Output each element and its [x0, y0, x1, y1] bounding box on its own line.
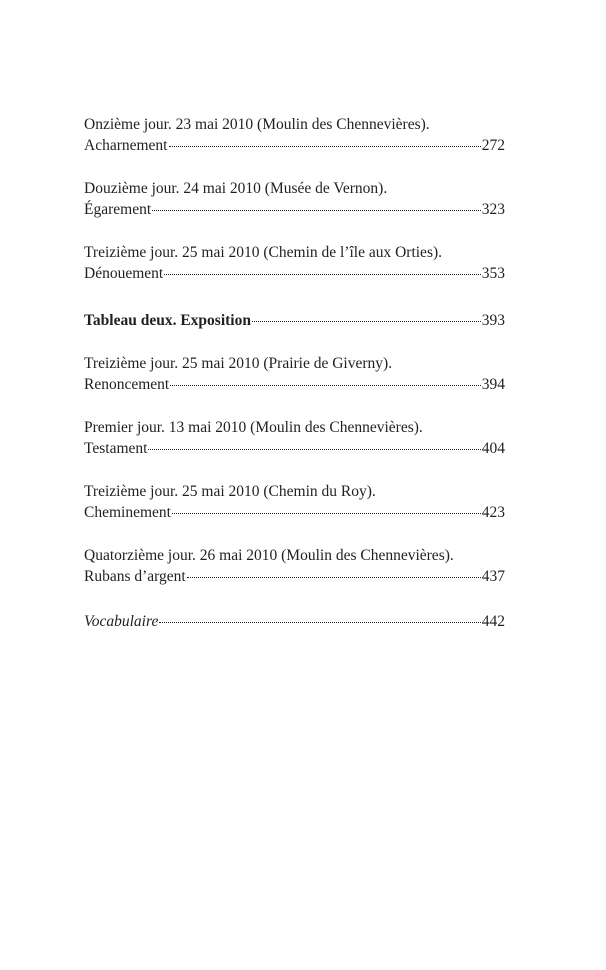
toc-entry-subtitle: Renoncement: [84, 376, 170, 393]
dot-leader: [169, 146, 481, 147]
toc-entry-subtitle: Dénouement: [84, 265, 164, 282]
toc-entry-subtitle: Testament: [84, 440, 148, 457]
toc-entry-leader-line: [84, 374, 505, 395]
toc-entry-renoncement: [84, 353, 505, 395]
toc-entry-leader-line: [84, 135, 505, 156]
toc-section-heading: Tableau deux. Exposition: [84, 312, 251, 329]
toc-page-number: 393: [481, 312, 505, 329]
dot-leader: [148, 449, 480, 450]
toc-entry-subtitle: Cheminement: [84, 504, 171, 521]
toc-page-number: 323: [481, 201, 505, 218]
toc-page-number: 272: [481, 137, 505, 154]
toc-page-number: 353: [481, 265, 505, 282]
toc-page-number: 442: [481, 613, 505, 630]
toc-page-number: 404: [481, 440, 505, 457]
toc-entry-title: Premier jour. 13 mai 2010 (Moulin des Chennevières).: [84, 419, 423, 436]
toc-entry-title: Onzième jour. 23 mai 2010 (Moulin des Chennevières).: [84, 116, 430, 133]
toc-entry-subtitle: Acharnement: [84, 137, 168, 154]
dot-leader: [159, 622, 480, 623]
toc-page-number: 423: [481, 504, 505, 521]
toc-entry-subtitle: Rubans d’argent: [84, 568, 186, 585]
toc-section-tableau-deux: [84, 310, 505, 331]
toc-entry-leader-line: [84, 263, 505, 284]
toc-entry-egarement: [84, 178, 505, 220]
toc-entry-leader-line: [84, 566, 505, 587]
toc-entry-cheminement: [84, 481, 505, 523]
dot-leader: [252, 321, 481, 322]
toc-entry-testament: [84, 417, 505, 459]
toc-vocabulary-heading: Vocabulaire: [84, 613, 159, 630]
dot-leader: [187, 577, 481, 578]
toc-entry-title: Treizième jour. 25 mai 2010 (Chemin du Roy).: [84, 483, 376, 500]
toc-entry-title: Treizième jour. 25 mai 2010 (Chemin de l’île aux Orties).: [84, 244, 443, 261]
toc-entry-denouement: [84, 242, 505, 284]
toc-entry-title: Douzième jour. 24 mai 2010 (Musée de Vernon).: [84, 180, 388, 197]
toc-entry-title: Quatorzième jour. 26 mai 2010 (Moulin des Chennevières).: [84, 547, 454, 564]
dot-leader: [164, 274, 481, 275]
toc-entry-rubans-d-argent: [84, 545, 505, 587]
dot-leader: [170, 385, 481, 386]
toc-entry-subtitle: Égarement: [84, 201, 152, 218]
dot-leader: [152, 210, 481, 211]
toc-entry-leader-line: [84, 438, 505, 459]
toc-entry-leader-line: [84, 199, 505, 220]
toc-entry-title: Treizième jour. 25 mai 2010 (Prairie de Giverny).: [84, 355, 393, 372]
toc-entry-vocabulaire: [84, 611, 505, 632]
dot-leader: [172, 513, 481, 514]
toc-entry-acharnement: [84, 114, 505, 156]
toc-page-number: 394: [481, 376, 505, 393]
toc-entry-leader-line: [84, 310, 505, 331]
toc-page-number: 437: [481, 568, 505, 585]
table-of-contents: [84, 114, 505, 632]
toc-entry-leader-line: [84, 502, 505, 523]
toc-entry-leader-line: [84, 611, 505, 632]
